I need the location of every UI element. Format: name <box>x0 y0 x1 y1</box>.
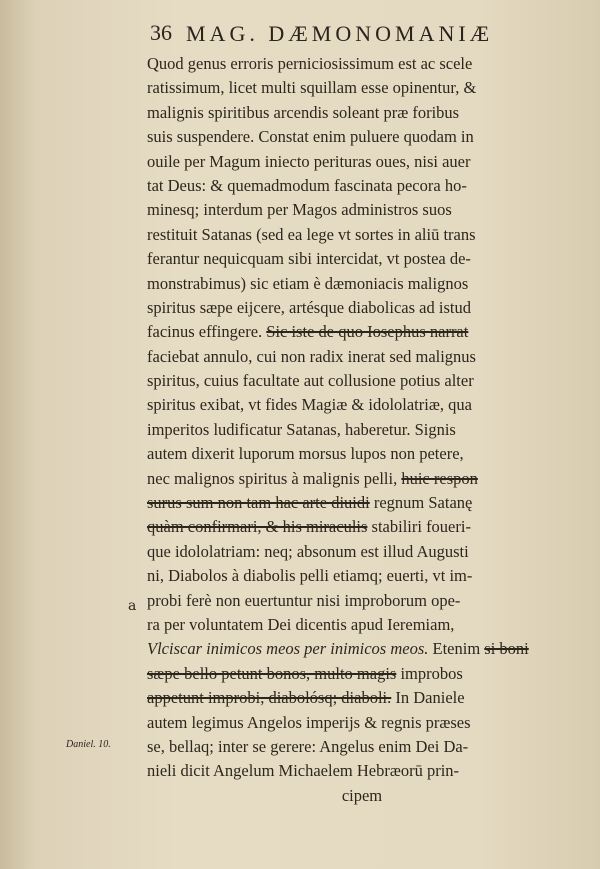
text-line: nec malignos spiritus à malignis pelli, huic respon <box>147 468 478 488</box>
text-line: nieli dicit Angelum Michaelem Hebræorū prin- <box>147 761 460 781</box>
struck-text: sæpe bello petunt bonos, multo magis <box>147 663 397 683</box>
text-line: ni, Diabolos à diabolis pelli etiamq; euerti, vt im- <box>147 566 473 586</box>
text-line: suis suspendere. Constat enim puluere quodam in <box>147 127 474 147</box>
text-line: sæpe bello petunt bonos, multo magis improbos <box>147 663 463 683</box>
note-marker: a <box>128 598 137 614</box>
text-line: imperitos ludificatur Satanas, haberetur. Signis <box>147 419 456 439</box>
page-number: 36 <box>150 20 172 45</box>
text-line: se, bellaq; inter se gerere: Angelus enim Dei Da- <box>147 736 469 756</box>
text-line: spiritus, cuius facultate aut collusione potius alter <box>147 371 474 391</box>
struck-text: quàm confirmari, & his miraculis <box>147 517 368 537</box>
text-line: minesq; interdum per Magos administros suos <box>147 200 452 220</box>
text-line: autem legimus Angelos imperijs & regnis præses <box>147 712 471 732</box>
text-line: Quod genus erroris perniciosissimum est ac scele <box>147 54 473 73</box>
text-line: tat Deus: & quemadmodum fascinata pecora ho- <box>147 175 467 195</box>
text-line: Vlciscar inimicos meos per inimicos meos. Etenim si boni <box>147 639 529 659</box>
text-line: monstrabimus) sic etiam è dæmoniacis malignos <box>147 273 469 293</box>
text-line: cipem <box>341 785 383 805</box>
text-line: spiritus exibat, vt fides Magiæ & idololatriæ, qua <box>147 395 472 415</box>
margin-note: Daniel. 10. <box>66 739 111 750</box>
struck-text: Sic iste de quo Iosephus narrat <box>266 322 469 342</box>
struck-text: surus sum non tam hac arte diuidi <box>147 493 370 513</box>
text-line: ferantur nequicquam sibi intercidat, vt postea de- <box>147 249 471 269</box>
struck-text: si boni <box>484 639 529 659</box>
text-line: autem dixerit luporum morsus lupos non petere, <box>147 444 464 464</box>
scripture-quote: Vlciscar inimicos meos per inimicos meos. <box>147 639 429 659</box>
text-line: malignis spiritibus arcendis soleant præ foribus <box>147 102 460 122</box>
struck-text: appetunt improbi, diabolósq; diaboli. <box>147 688 392 708</box>
page-header <box>150 20 580 50</box>
text-line: restituit Satanas (sed ea lege vt sortes in aliū trans <box>147 224 476 244</box>
text-line: spiritus sæpe eijcere, artésque diabolicas ad istud <box>147 297 471 317</box>
text-line: ouile per Magum iniecto perituras oues, nisi auer <box>147 151 471 171</box>
text-line: ratissimum, licet multi squillam esse opinentur, & <box>147 78 477 98</box>
text-line: facinus effingere. Sic iste de quo Iosephus narrat <box>147 322 469 342</box>
running-title: MAG. DÆMONOMANIÆ <box>186 21 494 46</box>
text-line: que idololatriam: neq; absonum est illud Augusti <box>147 541 469 561</box>
struck-text: huic respon <box>401 468 478 488</box>
text-line: surus sum non tam hac arte diuidi regnum Satanę <box>147 493 473 513</box>
text-line: probi ferè non euertuntur nisi improborum ope- <box>147 590 461 610</box>
text-line: appetunt improbi, diabolósq; diaboli. In Daniele <box>147 688 465 708</box>
text-line: quàm confirmari, & his miraculis stabiliri foueri- <box>147 517 471 537</box>
text-line: faciebat annulo, cui non radix inerat sed malignus <box>147 346 476 366</box>
text-line: ra per voluntatem Dei dicentis apud Ieremiam, <box>147 614 455 634</box>
main-text <box>147 52 577 808</box>
